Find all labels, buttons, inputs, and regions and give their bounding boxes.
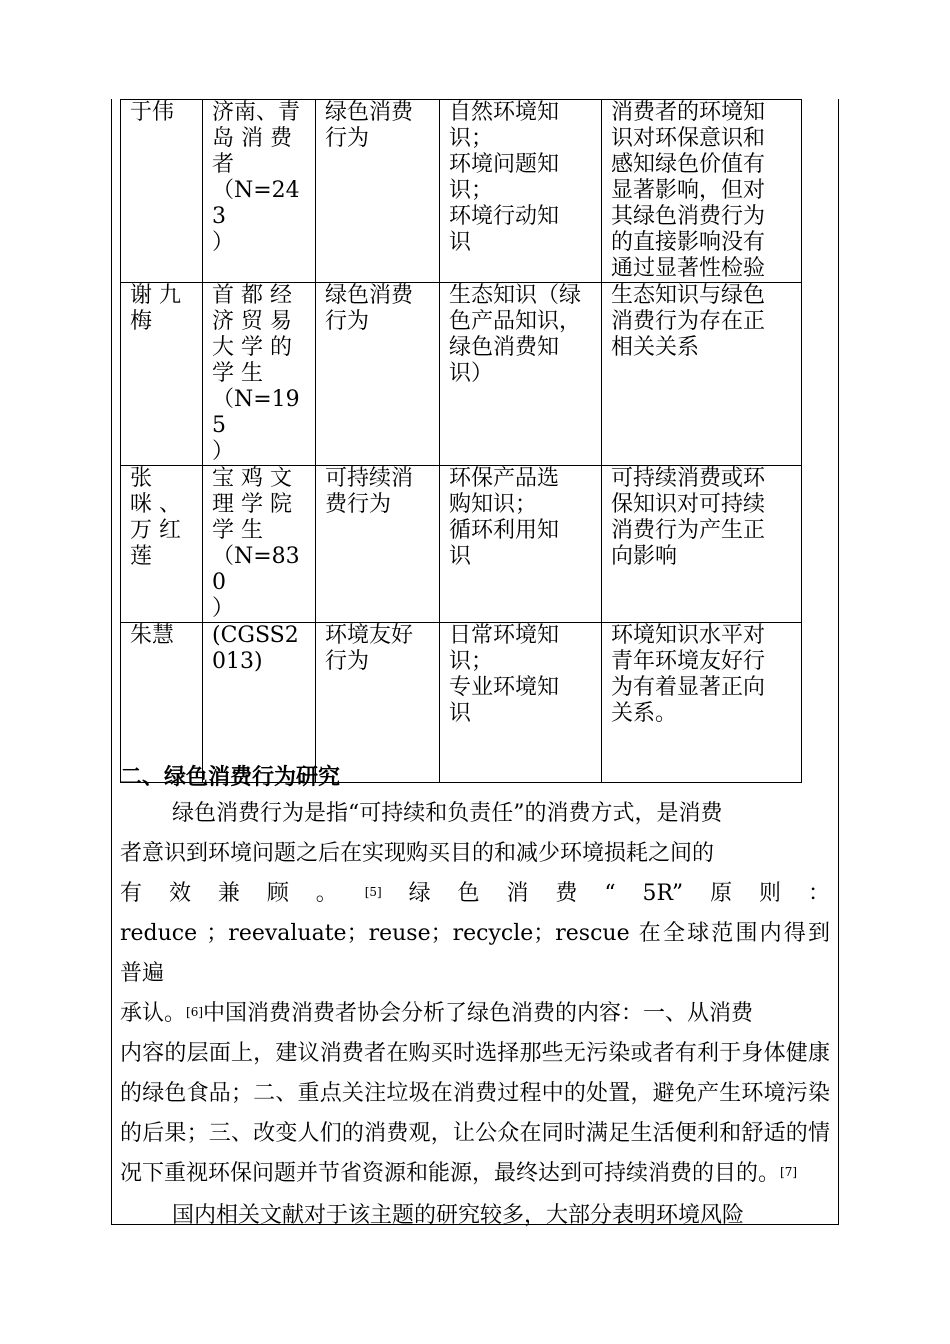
cell-text: 关系。 — [611, 701, 678, 726]
cell-sample — [203, 466, 316, 623]
cell-knowledge — [440, 466, 602, 623]
cell-text: 谢 九 — [130, 283, 181, 308]
cell-text: 环保产品选 — [449, 466, 560, 491]
para1-rest: 内容的层面上，建议消费者在购买时选择那些无污染或者有利于身体健康的绿色食品；二、重点关注垃圾在消费过程中的处置，避免产生环境污染的后果；三、改变人们的消费观，让公众在同时满足生活便利和舒适的情况下重视环保问题并节省资源和能源，最终达到可持续消费的目的。[7] — [120, 1041, 830, 1186]
cell-knowledge — [440, 623, 602, 783]
table-row — [121, 466, 802, 623]
cell-text: ） — [212, 230, 235, 255]
cell-variable — [316, 100, 440, 283]
cell-text: 朱慧 — [130, 623, 175, 648]
cell-conclusion — [602, 100, 802, 283]
cell-text: 岛 消 费 — [212, 126, 292, 151]
cell-author — [121, 466, 203, 623]
word: 5R” — [642, 881, 684, 906]
word: 。 — [315, 881, 338, 906]
cell-text: 的直接影响没有 — [611, 230, 766, 255]
cell-variable — [316, 466, 440, 623]
cell-text: 保知识对可持续 — [611, 492, 766, 517]
paragraph-green-consumption — [120, 794, 830, 1194]
cell-text: 013) — [212, 649, 263, 674]
cell-text: 识对环保意识和 — [611, 126, 766, 151]
cell-text: 可持续消费或环 — [611, 466, 766, 491]
cell-text: 显著影响，但对 — [611, 178, 766, 203]
word: 原 — [710, 881, 733, 906]
word: 色 — [457, 881, 480, 906]
cell-text: 相关关系 — [611, 335, 700, 360]
table-row — [121, 623, 802, 783]
cell-knowledge — [440, 283, 602, 466]
cell-text: 学 生 — [212, 361, 263, 386]
cell-text: 莲 — [130, 544, 153, 569]
word: 效 — [168, 881, 191, 906]
cell-text: 为有着显著正向 — [611, 675, 766, 700]
word: “ — [604, 881, 616, 906]
cell-text: 生态知识与绿色 — [611, 283, 766, 308]
cell-text: （N=243 — [212, 178, 300, 229]
word: 消 — [506, 881, 529, 906]
literature-table — [120, 99, 802, 783]
cell-text: 识） — [449, 361, 494, 386]
para1-line3 — [120, 874, 830, 914]
word: 绿 — [408, 881, 431, 906]
cell-text: 消费行为存在正 — [611, 309, 766, 334]
cell-text: 学 生 — [212, 518, 263, 543]
cell-author — [121, 623, 203, 783]
para1-line2: 者意识到环境问题之后在实现购买目的和减少环境损耗之间的 — [120, 841, 715, 866]
cell-text: 宝 鸡 文 — [212, 466, 292, 491]
cell-text: 绿色消费知 — [449, 335, 560, 360]
cell-text: 感知绿色价值有 — [611, 152, 766, 177]
cell-text: ） — [212, 439, 235, 464]
cell-text: 首 都 经 — [212, 283, 292, 308]
word: 则 — [759, 881, 782, 906]
cell-text: 自然环境知 — [449, 100, 560, 125]
cell-text: 消费行为产生正 — [611, 518, 766, 543]
cell-text: 行为 — [325, 126, 370, 151]
cell-text: 万 红 — [130, 518, 181, 543]
table-row — [121, 283, 802, 466]
cell-text: 环境行动知 — [449, 204, 560, 229]
word: 顾 — [266, 881, 289, 906]
para1-line4: reduce ；reevaluate；reuse；recycle；rescue 在全球范围内得到普遍 — [120, 921, 830, 986]
cell-conclusion — [602, 466, 802, 623]
cell-text: 于伟 — [130, 100, 175, 125]
cell-author — [121, 283, 203, 466]
cell-text: 循环利用知 — [449, 518, 560, 543]
cell-text: 专业环境知 — [449, 675, 560, 700]
cell-sample — [203, 283, 316, 466]
cell-text: 向影响 — [611, 544, 678, 569]
cell-knowledge — [440, 100, 602, 283]
cell-text: 者 — [212, 152, 235, 177]
cell-text: 环境问题知 — [449, 152, 560, 177]
cell-text: 梅 — [130, 309, 153, 334]
citation-5: [5] — [364, 885, 382, 899]
cell-text: 其绿色消费行为 — [611, 204, 766, 229]
cell-text: 购知识； — [449, 492, 538, 517]
cell-text: (CGSS2 — [212, 623, 299, 648]
word: ： — [807, 881, 830, 906]
para1-line1: 绿色消费行为是指“可持续和负责任”的消费方式，是消费 — [172, 801, 723, 826]
cell-text: 识 — [449, 544, 472, 569]
cell-text: 识； — [449, 126, 494, 151]
cell-text: 青年环境友好行 — [611, 649, 766, 674]
cell-text: 识 — [449, 230, 472, 255]
cell-text: 通过显著性检验 — [611, 256, 766, 281]
word: 有 — [120, 881, 143, 906]
cell-text: 济 贸 易 — [212, 309, 292, 334]
section-title: 二、绿色消费行为研究 — [120, 764, 341, 790]
table-row — [121, 100, 802, 283]
cell-text: 可持续消 — [325, 466, 414, 491]
cell-variable — [316, 283, 440, 466]
cell-text: 行为 — [325, 309, 370, 334]
cell-text: 环境友好 — [325, 623, 414, 648]
cell-text: 识； — [449, 178, 494, 203]
cell-text: 行为 — [325, 649, 370, 674]
para1-line5: 承认。[6]中国消费消费者协会分析了绿色消费的内容：一、从消费 — [120, 1001, 754, 1026]
cell-text: 咪 、 — [130, 492, 181, 517]
citation-7: [7] — [780, 1165, 798, 1179]
cell-text: 消费者的环境知 — [611, 100, 766, 125]
cell-text: 济南、青 — [212, 100, 301, 125]
cell-sample — [203, 100, 316, 283]
cell-text: 理 学 院 — [212, 492, 292, 517]
cell-text: 识； — [449, 649, 494, 674]
cell-text: 生态知识（绿 — [449, 283, 582, 308]
cell-text: 张 — [130, 466, 153, 491]
cell-text: 绿色消费 — [325, 283, 414, 308]
word: 兼 — [217, 881, 240, 906]
cell-text: 绿色消费 — [325, 100, 414, 125]
cell-text: 大 学 的 — [212, 335, 292, 360]
citation-6: [6] — [186, 1005, 204, 1019]
cell-variable — [316, 623, 440, 783]
cell-sample — [203, 623, 316, 783]
cell-text: 识 — [449, 701, 472, 726]
cell-conclusion — [602, 623, 802, 783]
cell-author — [121, 100, 203, 283]
cell-text: 环境知识水平对 — [611, 623, 766, 648]
cell-text: 色产品知识， — [449, 309, 582, 334]
paragraph-domestic-research: 国内相关文献对于该主题的研究较多，大部分表明环境风险 — [172, 1203, 745, 1228]
cell-text: （N=195 — [212, 387, 300, 438]
word: 费 — [555, 881, 578, 906]
cell-text: 日常环境知 — [449, 623, 560, 648]
cell-text: （N=830 — [212, 544, 300, 595]
cell-conclusion — [602, 283, 802, 466]
cell-text: 费行为 — [325, 492, 392, 517]
cell-text: ） — [212, 596, 235, 621]
